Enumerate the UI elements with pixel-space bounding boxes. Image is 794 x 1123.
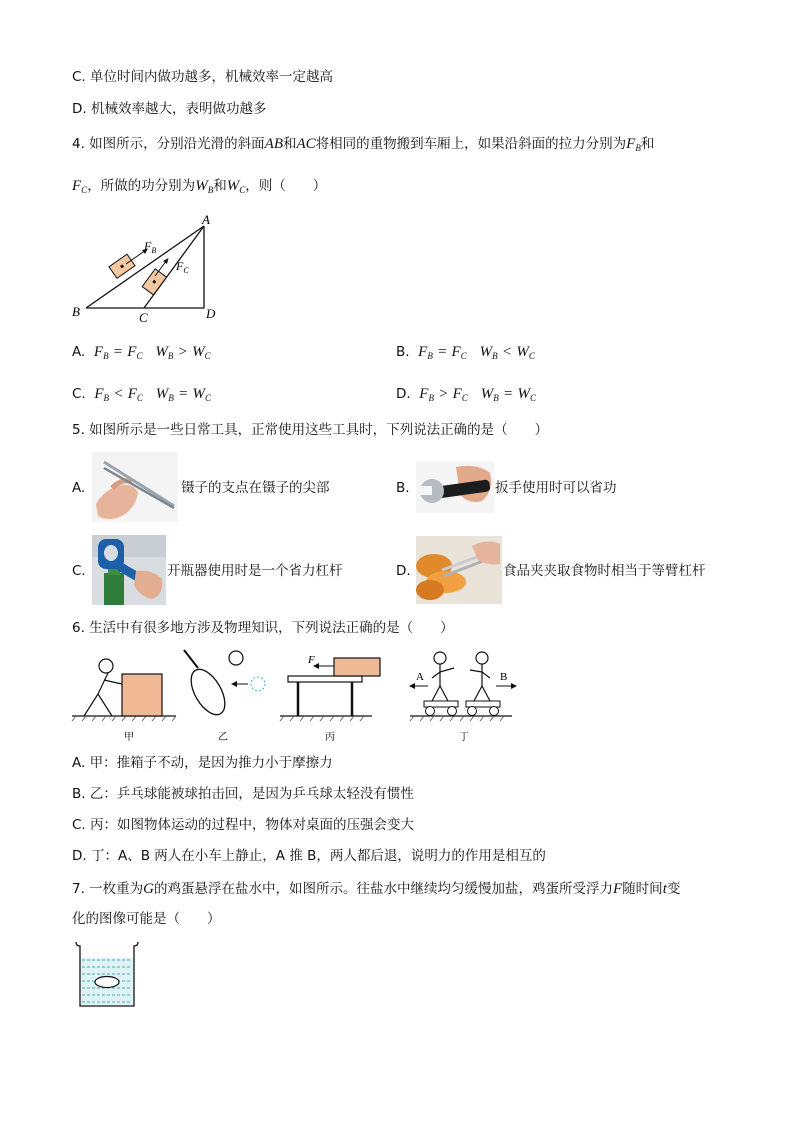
q5-option-a-label[interactable]: A. — [72, 480, 86, 496]
force-f-label: F — [308, 654, 315, 666]
q6-scenes-figure — [72, 646, 522, 746]
q5-option-c-label[interactable]: C. — [72, 563, 86, 579]
scene-bing — [280, 654, 380, 743]
q4-option-c[interactable]: C. $F_B < F_C$ $W_B = W_C$ — [72, 386, 211, 403]
q3-option-d: D. 机械效率越大，表明做功越多 — [72, 101, 267, 117]
q4-incline-figure — [68, 212, 228, 324]
caption-bing: 丙 — [325, 732, 335, 743]
q5-option-d-label[interactable]: D. — [396, 563, 411, 579]
caption-ding: 丁 — [459, 732, 469, 743]
force-fb-label: $F_B$ — [144, 239, 157, 255]
caption-yi: 乙 — [218, 732, 228, 743]
beaker-egg-figure — [72, 940, 142, 1012]
food-tongs-photo — [416, 536, 502, 604]
vertex-a-label: A — [202, 212, 210, 227]
q4-stem-line2: $F_C$，所做的功分别为$W_B$和$W_C$，则（ ） — [72, 178, 327, 195]
scene-ding — [409, 652, 517, 743]
vertex-d-label: D — [206, 306, 216, 321]
q5-option-b-label[interactable]: B. — [396, 480, 410, 496]
q7-stem-line2: 化的图像可能是（ ） — [72, 911, 221, 927]
q6-option-b[interactable]: B. 乙：乒乓球能被球拍击回，是因为乒乓球太轻没有惯性 — [72, 786, 414, 802]
q5-option-b-text: 扳手使用时可以省功 — [495, 480, 617, 496]
wrench-photo — [416, 461, 494, 513]
q3-option-c: C. 单位时间内做功越多，机械效率一定越高 — [72, 69, 334, 85]
tweezers-photo — [92, 452, 178, 522]
q4-option-d[interactable]: D. $F_B > F_C$ $W_B = W_C$ — [396, 386, 536, 403]
q4-option-b[interactable]: B. $F_B = F_C$ $W_B < W_C$ — [396, 344, 535, 361]
q6-option-a[interactable]: A. 甲：推箱子不动，是因为推力小于摩擦力 — [72, 755, 333, 771]
vertex-c-label: C — [139, 310, 148, 325]
q5-stem: 5. 如图所示是一些日常工具，正常使用这些工具时，下列说法正确的是（ ） — [72, 422, 549, 438]
scene-jia — [72, 659, 176, 743]
q4-stem-line1: 4. 如图所示，分别沿光滑的斜面AB和AC将相同的重物搬到车厢上，如果沿斜面的拉力分别为$F_B$和 — [72, 136, 655, 153]
q6-option-d[interactable]: D. 丁：A、B 两人在小车上静止，A 推 B，两人都后退，说明力的作用是相互的 — [72, 848, 546, 864]
vertex-b-label: B — [72, 304, 80, 319]
q6-stem: 6. 生活中有很多地方涉及物理知识，下列说法正确的是（ ） — [72, 620, 454, 636]
person-b-label: B — [500, 671, 508, 683]
q5-option-d-text: 食品夹夹取食物时相当于等臂杠杆 — [503, 563, 706, 579]
q7-stem-line1: 7. 一枚重为G的鸡蛋悬浮在盐水中，如图所示。往盐水中继续均匀缓慢加盐，鸡蛋所受浮力F随时间t变 — [72, 881, 681, 897]
q5-option-c-text: 开瓶器使用时是一个省力杠杆 — [167, 563, 343, 579]
force-fc-label: $F_C$ — [176, 259, 189, 275]
q6-option-c[interactable]: C. 丙：如图物体运动的过程中，物体对桌面的压强会变大 — [72, 817, 415, 833]
person-a-label: A — [416, 671, 424, 683]
caption-jia: 甲 — [124, 732, 134, 743]
q4-option-a[interactable]: A. $F_B = F_C$ $W_B > W_C$ — [72, 344, 211, 361]
bottle-opener-photo — [92, 535, 166, 605]
scene-yi — [184, 650, 265, 743]
q5-option-a-text: 镊子的支点在镊子的尖部 — [181, 480, 330, 496]
